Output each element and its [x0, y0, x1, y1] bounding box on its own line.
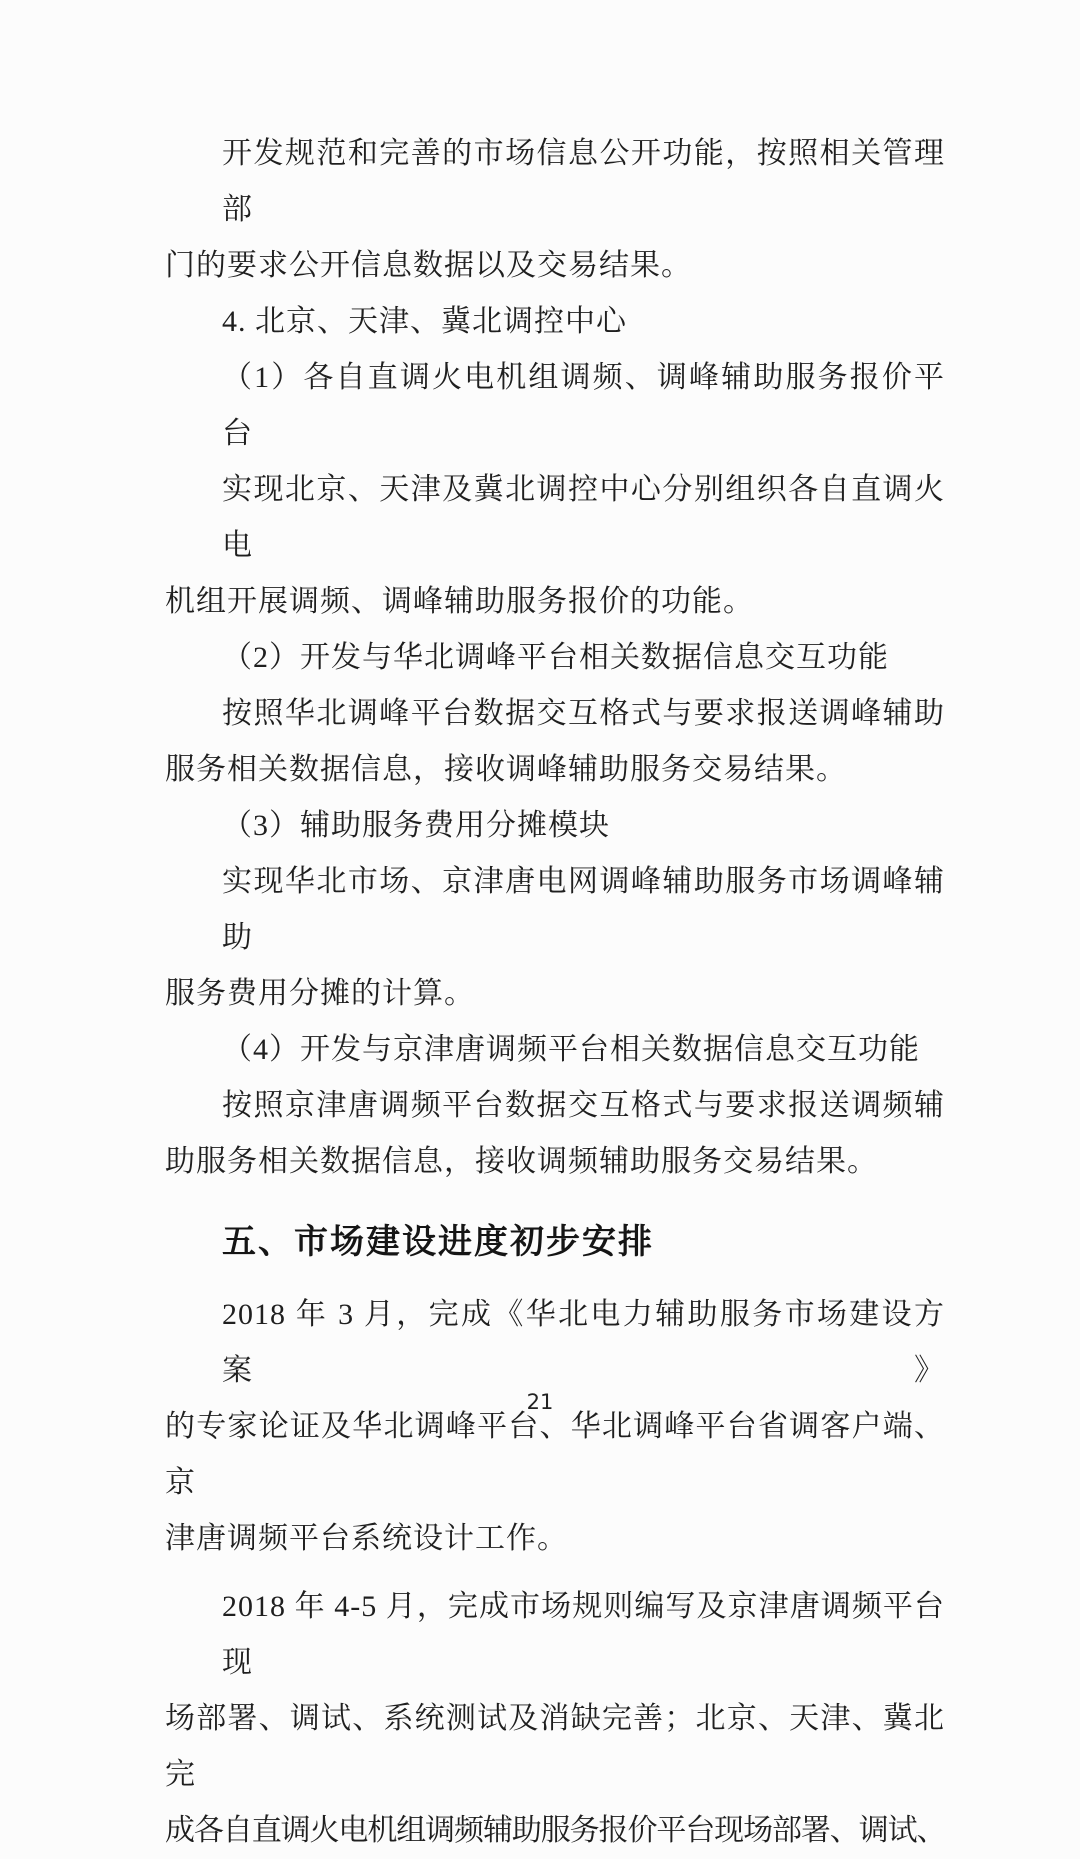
page-number: 21 [526, 1390, 554, 1414]
body-line: 津唐调频平台系统设计工作。 [165, 1522, 568, 1555]
body-line: （3）辅助服务费用分摊模块 [222, 809, 610, 842]
body-line: （1）各自直调火电机组调频、调峰辅助服务报价平台 [222, 361, 945, 450]
body-line: 4. 北京、天津、冀北调控中心 [222, 305, 627, 338]
body-line: 实现北京、天津及冀北调控中心分别组织各自直调火电 [222, 473, 945, 562]
body-line: 的专家论证及华北调峰平台、华北调峰平台省调客户端、京 [165, 1410, 945, 1499]
body-line: 门的要求公开信息数据以及交易结果。 [165, 249, 692, 282]
body-line: 助服务相关数据信息，接收调频辅助服务交易结果。 [165, 1145, 878, 1178]
body-line: 2018 年 4-5 月，完成市场规则编写及京津唐调频平台现 [222, 1590, 945, 1679]
body-line: 按照京津唐调频平台数据交互格式与要求报送调频辅 [222, 1089, 945, 1122]
body-line: 机组开展调频、调峰辅助服务报价的功能。 [165, 585, 754, 618]
body-line: 服务相关数据信息，接收调峰辅助服务交易结果。 [165, 753, 847, 786]
body-line: 场部署、调试、系统测试及消缺完善；北京、天津、冀北完 [165, 1702, 945, 1791]
body-line: （4）开发与京津唐调频平台相关数据信息交互功能 [222, 1033, 920, 1066]
body-line: 2018 年 3 月，完成《华北电力辅助服务市场建设方案》 [222, 1298, 945, 1387]
body-line: 成各自直调火电机组调频辅助服务报价平台现场部署、调试、 [165, 1814, 945, 1847]
body-line: 服务费用分摊的计算。 [165, 977, 475, 1010]
section-heading: 五、市场建设进度初步安排 [222, 1223, 654, 1261]
body-line: （2）开发与华北调峰平台相关数据信息交互功能 [222, 641, 889, 674]
body-line: 开发规范和完善的市场信息公开功能，按照相关管理部 [222, 137, 945, 226]
body-line: 实现华北市场、京津唐电网调峰辅助服务市场调峰辅助 [222, 865, 945, 954]
body-line: 按照华北调峰平台数据交互格式与要求报送调峰辅助 [222, 697, 945, 730]
